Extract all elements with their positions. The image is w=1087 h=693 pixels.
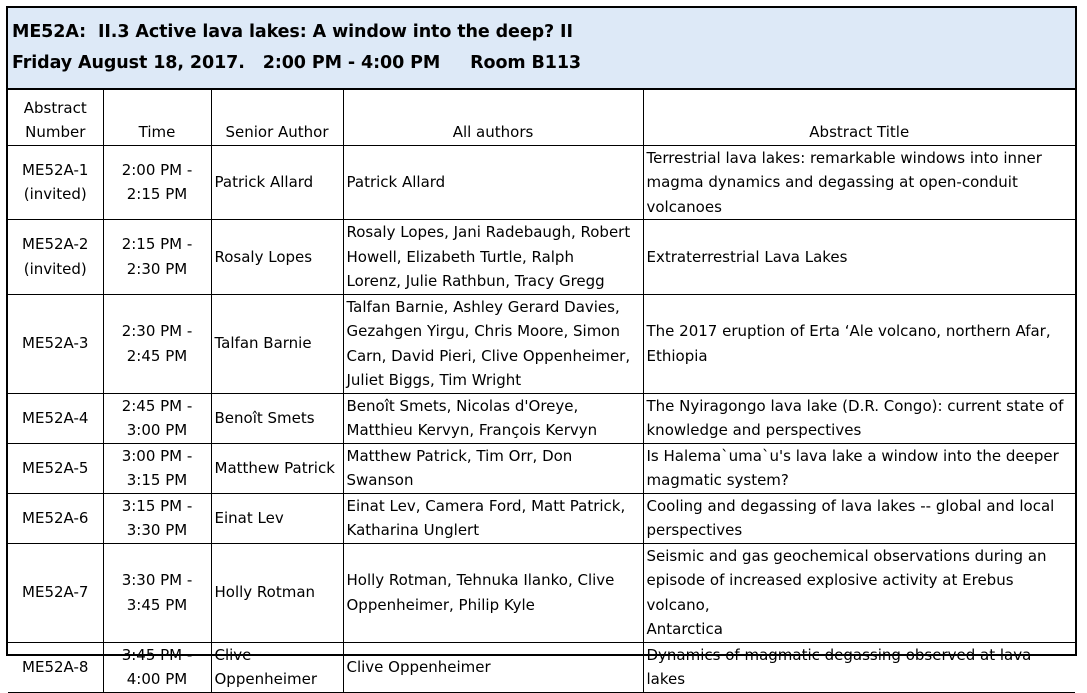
cell-text-line: 2:30 PM - <box>121 322 193 340</box>
cell-text-line: Talfan Barnie <box>214 334 312 353</box>
table-row <box>8 145 1075 220</box>
cell-text-line: 3:45 PM - <box>121 645 193 664</box>
abstract-title-cell <box>643 393 1075 443</box>
session-sheet <box>6 6 1077 688</box>
senior-author-cell <box>211 543 343 642</box>
cell-text-line: Rosaly Lopes, Jani Radebaugh, Robert <box>346 223 631 241</box>
all-authors-cell <box>343 294 643 393</box>
cell-text-line: Is Halema`uma`u's lava lake a window into the deeper <box>646 446 1059 465</box>
cell-text-line: 2:45 PM - <box>121 396 193 415</box>
cell-text-line: Einat Lev <box>214 508 284 527</box>
cell-text-line: Antarctica <box>646 620 723 638</box>
cell-text-line: knowledge and perspectives <box>646 421 862 439</box>
cell-text-line: ME52A-8 <box>22 657 89 676</box>
cell-text-line: Patrick Allard <box>214 173 314 191</box>
cell-text-line: The 2017 eruption of Erta ‘Ale volcano, northern Afar, <box>646 322 1051 340</box>
cell-text-line: 4:00 PM <box>126 670 188 688</box>
abstract-number-cell <box>8 493 103 543</box>
cell-text-line: Matthew Patrick <box>214 458 335 477</box>
abstract-number-cell <box>8 642 103 692</box>
cell-text-line: Patrick Allard <box>346 173 446 191</box>
senior-author-cell <box>211 393 343 443</box>
abstract-number-cell <box>8 294 103 393</box>
cell-text-line: 2:00 PM - <box>121 160 193 179</box>
cell-text-line: magma dynamics and degassing at open-conduit <box>646 173 1018 191</box>
cell-text-line: Rosaly Lopes <box>214 247 313 266</box>
senior-author-cell <box>211 493 343 543</box>
time-cell <box>103 642 211 692</box>
cell-text-line: 3:45 PM <box>126 595 188 614</box>
table-row <box>8 393 1075 443</box>
cell-text-line: Clive <box>214 645 252 664</box>
cell-text-line: Katharina Unglert <box>346 521 480 539</box>
cell-text-line: 3:15 PM - <box>121 496 193 515</box>
cell-text-line: Holly Rotman, Tehnuka Ilanko, Clive <box>346 571 615 589</box>
abstract-title-cell <box>643 443 1075 493</box>
time-cell <box>103 145 211 220</box>
abstracts-table <box>8 90 1075 693</box>
cell-text-line: 3:00 PM - <box>121 446 193 465</box>
all-authors-cell <box>343 220 643 295</box>
header-time: Time <box>103 90 211 145</box>
table-header-row <box>8 90 1075 145</box>
cell-text-line: Swanson <box>346 471 414 489</box>
abstract-title-cell <box>643 145 1075 220</box>
cell-text-line: ME52A-3 <box>22 334 89 353</box>
header-abstract-number <box>8 90 103 145</box>
cell-text-line: Howell, Elizabeth Turtle, Ralph <box>346 247 574 266</box>
cell-text-line: ME52A-7 <box>22 583 89 602</box>
abstract-title-cell <box>643 220 1075 295</box>
cell-text-line: ME52A-2 <box>22 235 89 254</box>
cell-text-line: ME52A-1 <box>22 160 89 179</box>
cell-text-line: 3:30 PM - <box>121 571 193 589</box>
session-header <box>8 8 1075 90</box>
header-all-authors: All authors <box>343 90 643 145</box>
header-abstract-title: Abstract Title <box>643 90 1075 145</box>
cell-text-line: ME52A-5 <box>22 458 89 477</box>
cell-text-line: episode of increased explosive activity at Erebus volcano, <box>646 571 1014 614</box>
cell-text-line: ME52A-4 <box>22 408 89 427</box>
session-title: ME52A: II.3 Active lava lakes: A window into the deep? II <box>12 22 573 42</box>
cell-text-line: Extraterrestrial Lava Lakes <box>646 247 848 266</box>
senior-author-cell <box>211 294 343 393</box>
time-cell <box>103 220 211 295</box>
cell-text-line: 3:15 PM <box>126 471 188 489</box>
cell-text-line: 2:45 PM <box>126 346 188 365</box>
cell-text-line: Holly Rotman <box>214 583 316 602</box>
cell-text-line: Matthew Patrick, Tim Orr, Don <box>346 446 573 465</box>
cell-text-line: Clive Oppenheimer <box>346 657 491 676</box>
cell-text-line: ME52A-6 <box>22 508 89 527</box>
table-row <box>8 642 1075 692</box>
cell-text-line: 2:15 PM <box>126 185 188 204</box>
abstract-number-cell <box>8 543 103 642</box>
cell-text-line: Gezahgen Yirgu, Chris Moore, Simon <box>346 322 620 340</box>
cell-text-line: Oppenheimer, Philip Kyle <box>346 595 535 614</box>
abstract-title-cell <box>643 543 1075 642</box>
senior-author-cell <box>211 642 343 692</box>
abstract-number-cell <box>8 443 103 493</box>
cell-text-line: magmatic system? <box>646 471 789 489</box>
senior-author-cell <box>211 145 343 220</box>
abstract-number-cell <box>8 145 103 220</box>
time-cell <box>103 294 211 393</box>
time-cell <box>103 543 211 642</box>
cell-text-line: Dynamics of magmatic degassing observed at lava lakes <box>646 645 1032 688</box>
cell-text-line: The Nyiragongo lava lake (D.R. Congo): current state of <box>646 396 1064 415</box>
time-cell <box>103 493 211 543</box>
abstract-title-cell <box>643 642 1075 692</box>
cell-text-line: 2:30 PM <box>126 259 188 278</box>
table-row <box>8 220 1075 295</box>
cell-text-line: Benoît Smets <box>214 408 315 427</box>
table-row <box>8 493 1075 543</box>
senior-author-cell <box>211 443 343 493</box>
abstract-number-cell <box>8 393 103 443</box>
time-cell <box>103 443 211 493</box>
header-senior-author: Senior Author <box>211 90 343 145</box>
table-row <box>8 443 1075 493</box>
table-row <box>8 543 1075 642</box>
all-authors-cell <box>343 642 643 692</box>
cell-text-line: Seismic and gas geochemical observations during an <box>646 546 1047 565</box>
table-body <box>8 145 1075 692</box>
abstract-number-cell <box>8 220 103 295</box>
header-abstract-number-line2: Number <box>25 123 86 141</box>
cell-text-line: perspectives <box>646 521 743 539</box>
cell-text-line: Benoît Smets, Nicolas d'Oreye, <box>346 396 579 415</box>
all-authors-cell <box>343 393 643 443</box>
table-row <box>8 294 1075 393</box>
session-details: Friday August 18, 2017. 2:00 PM - 4:00 PM Room B113 <box>12 53 581 73</box>
cell-text-line: Matthieu Kervyn, François Kervyn <box>346 421 598 439</box>
all-authors-cell <box>343 145 643 220</box>
cell-text-line: (invited) <box>23 185 87 204</box>
header-abstract-number-line1: Abstract <box>23 98 87 117</box>
cell-text-line: Juliet Biggs, Tim Wright <box>346 371 522 389</box>
cell-text-line: Cooling and degassing of lava lakes -- global and local <box>646 496 1055 515</box>
cell-text-line: Einat Lev, Camera Ford, Matt Patrick, <box>346 496 626 515</box>
all-authors-cell <box>343 443 643 493</box>
cell-text-line: 3:00 PM <box>126 421 188 439</box>
cell-text-line: Ethiopia <box>646 346 708 365</box>
cell-text-line: 2:15 PM - <box>121 235 193 254</box>
cell-text-line: Terrestrial lava lakes: remarkable windows into inner <box>646 148 1042 167</box>
cell-text-line: 3:30 PM <box>126 521 188 539</box>
cell-text-line: Lorenz, Julie Rathbun, Tracy Gregg <box>346 272 605 290</box>
cell-text-line: Oppenheimer <box>214 670 317 688</box>
senior-author-cell <box>211 220 343 295</box>
cell-text-line: (invited) <box>23 259 87 278</box>
cell-text-line: Carn, David Pieri, Clive Oppenheimer, <box>346 346 631 365</box>
abstract-title-cell <box>643 493 1075 543</box>
cell-text-line: Talfan Barnie, Ashley Gerard Davies, <box>346 297 620 316</box>
all-authors-cell <box>343 493 643 543</box>
abstract-title-cell <box>643 294 1075 393</box>
time-cell <box>103 393 211 443</box>
all-authors-cell <box>343 543 643 642</box>
cell-text-line: volcanoes <box>646 197 722 216</box>
